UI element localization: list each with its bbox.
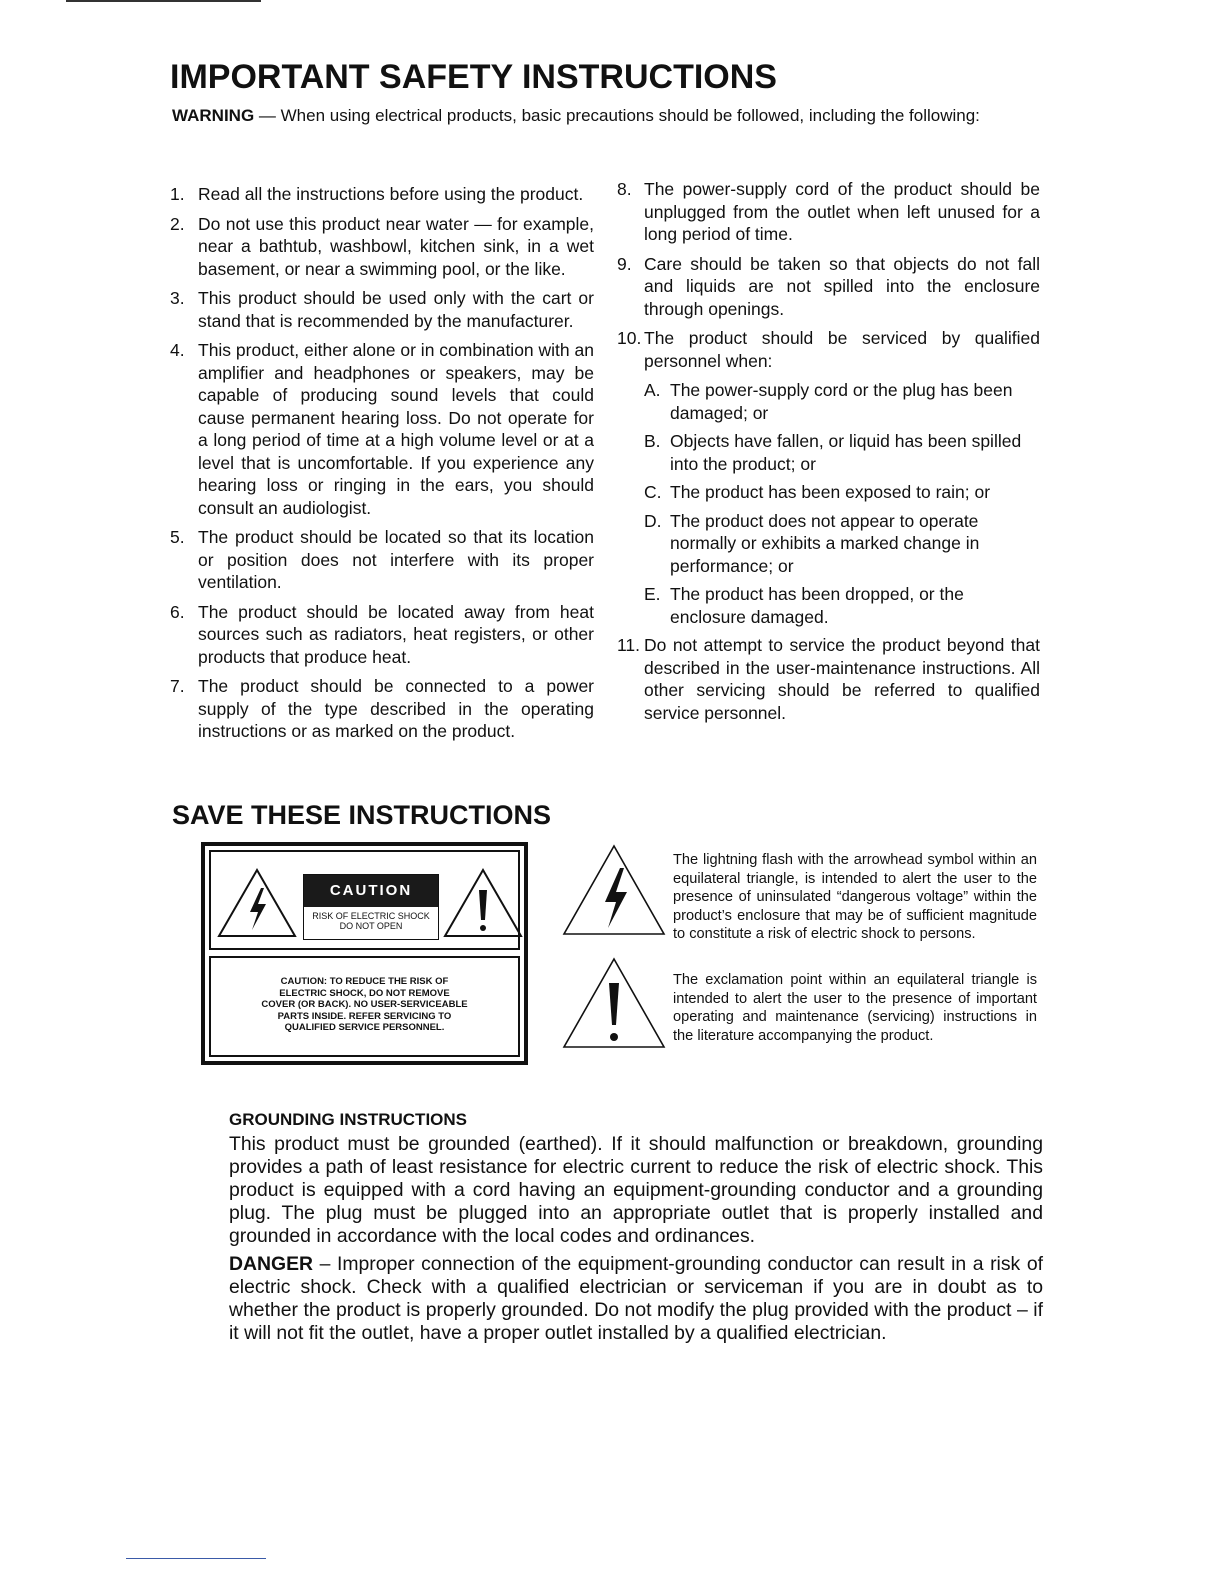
item-text: Do not use this product near water — for example, near a bathtub, washbowl, kitchen sink, in a wet basement, or near a swimming pool, or the like.	[198, 213, 594, 279]
item-number: 8.	[617, 179, 632, 199]
instruction-item	[617, 634, 1040, 724]
item-text: The product should be connected to a power supply of the type described in the operating instructions or as marked on the product.	[198, 676, 594, 741]
caution-subtext-line: RISK OF ELECTRIC SHOCK	[312, 911, 430, 921]
page-title: IMPORTANT SAFETY INSTRUCTIONS	[170, 58, 777, 96]
item-text: The power-supply cord of the product should be unplugged from the outlet when left unused for a long period of time.	[644, 179, 1040, 244]
sub-item-letter: E.	[644, 584, 661, 604]
warning-text: — When using electrical products, basic precautions should be followed, including the following:	[254, 106, 980, 125]
caution-subtext-line: DO NOT OPEN	[339, 921, 403, 931]
instruction-item	[617, 327, 1040, 372]
item-number: 1.	[170, 184, 185, 204]
item-text: This product, either alone or in combination with an amplifier and headphones or speakers, may be capable of producing sound levels that could cause permanent hearing loss. Do not operate for a long period of time at a high volume level or at a level that is uncomfortable. If you experience any hearing loss or ringing in the ears, you should consult an audiologist.	[198, 340, 594, 518]
lightning-symbol-explanation: The lightning flash with the arrowhead symbol within an equilateral triangle, is intended to alert the user to the presence of uninsulated “dangerous voltage” within the product’s enclosure that may be of sufficient magnitude to constitute a risk of electric shock to persons.	[673, 852, 1037, 943]
danger-text: – Improper connection of the equipment-grounding conductor can result in a risk of electric shock. Check with a qualified electrician or serviceman if you are in doubt as to whether the product is properly grounded. Do not modify the plug provided with the product – if it will not fit the outlet, have a proper outlet installed by a qualified electrician.	[229, 1253, 1043, 1344]
caution-label-bottom	[209, 956, 520, 1057]
caution-text-line: QUALIFIED SERVICE PERSONNEL.	[284, 1022, 445, 1033]
sub-item-letter: B.	[644, 431, 661, 451]
exclamation-triangle-icon	[562, 957, 666, 1049]
item-text: The product should be located away from heat sources such as radiators, heat registers, or other products that produce heat.	[198, 601, 594, 667]
lightning-triangle-icon	[562, 844, 666, 936]
grounding-heading: GROUNDING INSTRUCTIONS	[229, 1110, 467, 1129]
instruction-item	[617, 253, 1040, 321]
instruction-item	[170, 287, 594, 332]
caution-label-subtext	[304, 911, 438, 931]
item-text: The product should be located so that its location or position does not interfere with its proper ventilation.	[198, 527, 594, 592]
item-number: 10.	[617, 328, 642, 348]
caution-label	[303, 874, 439, 940]
caution-label-title: CAUTION	[304, 875, 438, 907]
sub-item-letter: C.	[644, 482, 662, 502]
sub-item-text: Objects have fallen, or liquid has been spilled into the product; or	[670, 431, 1022, 474]
caution-label-top	[209, 850, 520, 950]
item-number: 5.	[170, 527, 185, 547]
sub-item-letter: D.	[644, 510, 662, 531]
sub-item-letter: A.	[644, 380, 661, 400]
instruction-item	[170, 213, 594, 281]
warning-label: WARNING	[172, 106, 255, 125]
instruction-item	[170, 183, 594, 206]
instructions-right-column	[617, 178, 1040, 731]
sub-item-text: The product does not appear to operate normally or exhibits a marked change in performance; or	[670, 510, 980, 576]
caution-text-line: PARTS INSIDE. REFER SERVICING TO	[277, 1010, 452, 1022]
instruction-item	[170, 675, 594, 743]
item-number: 11.	[617, 635, 641, 655]
caution-text-line: CAUTION: TO REDUCE THE RISK OF	[280, 976, 449, 987]
warning-line	[172, 106, 980, 126]
sub-item	[617, 430, 1040, 475]
sub-item	[617, 583, 1040, 628]
danger-paragraph	[229, 1253, 1043, 1345]
sub-item-text: The power-supply cord or the plug has been damaged; or	[670, 380, 1013, 423]
caution-text-line: ELECTRIC SHOCK, DO NOT REMOVE	[279, 987, 450, 999]
item-text: Read all the instructions before using the product.	[198, 184, 584, 204]
item-number: 9.	[617, 253, 632, 274]
item-text: This product should be used only with the cart or stand that is recommended by the manufacturer.	[198, 288, 594, 331]
danger-label: DANGER	[229, 1253, 314, 1275]
instruction-item	[170, 526, 594, 594]
caution-text-line: COVER (OR BACK). NO USER-SERVICEABLE	[261, 999, 468, 1010]
item-number: 4.	[170, 340, 185, 360]
item-number: 6.	[170, 601, 185, 622]
item-number: 2.	[170, 213, 185, 234]
instruction-item	[170, 601, 594, 669]
caution-warning-text	[211, 976, 518, 1034]
item-number: 7.	[170, 676, 185, 696]
item-text: The product should be serviced by qualified personnel when:	[644, 328, 1040, 371]
instruction-item	[170, 339, 594, 519]
lightning-triangle-icon	[217, 868, 297, 938]
save-instructions-heading: SAVE THESE INSTRUCTIONS	[172, 800, 552, 830]
sub-item-text: The product has been dropped, or the enclosure damaged.	[670, 584, 964, 627]
caution-label-box	[201, 842, 528, 1065]
instructions-left-column	[170, 183, 594, 750]
item-text: Care should be taken so that objects do not fall and liquids are not spilled into the enclosure through openings.	[644, 253, 1040, 319]
item-text: Do not attempt to service the product beyond that described in the user-maintenance instructions. All other servicing should be referred to qualified service personnel.	[644, 635, 1040, 723]
item-number: 3.	[170, 288, 185, 308]
sub-item	[617, 379, 1040, 424]
exclamation-triangle-icon	[443, 868, 523, 938]
grounding-text: This product must be grounded (earthed). If it should malfunction or breakdown, grounding provides a path of least resistance for electric current to reduce the risk of electric shock. This product is equipped with a cord having an equipment-grounding conductor and a grounding plug. The plug must be plugged into an appropriate outlet that is properly installed and grounded in accordance with the local codes and ordinances.	[229, 1133, 1043, 1247]
top-rule-short	[206, 0, 236, 2]
sub-item	[617, 510, 1040, 578]
instruction-item	[617, 178, 1040, 246]
exclamation-symbol-explanation: The exclamation point within an equilateral triangle is intended to alert the user to the presence of important operating and maintenance (servicing) instructions in the literature accompanying the product.	[673, 972, 1037, 1044]
bottom-rule	[126, 1558, 266, 1559]
sub-item-text: The product has been exposed to rain; or	[670, 482, 991, 502]
sub-item	[617, 481, 1040, 504]
